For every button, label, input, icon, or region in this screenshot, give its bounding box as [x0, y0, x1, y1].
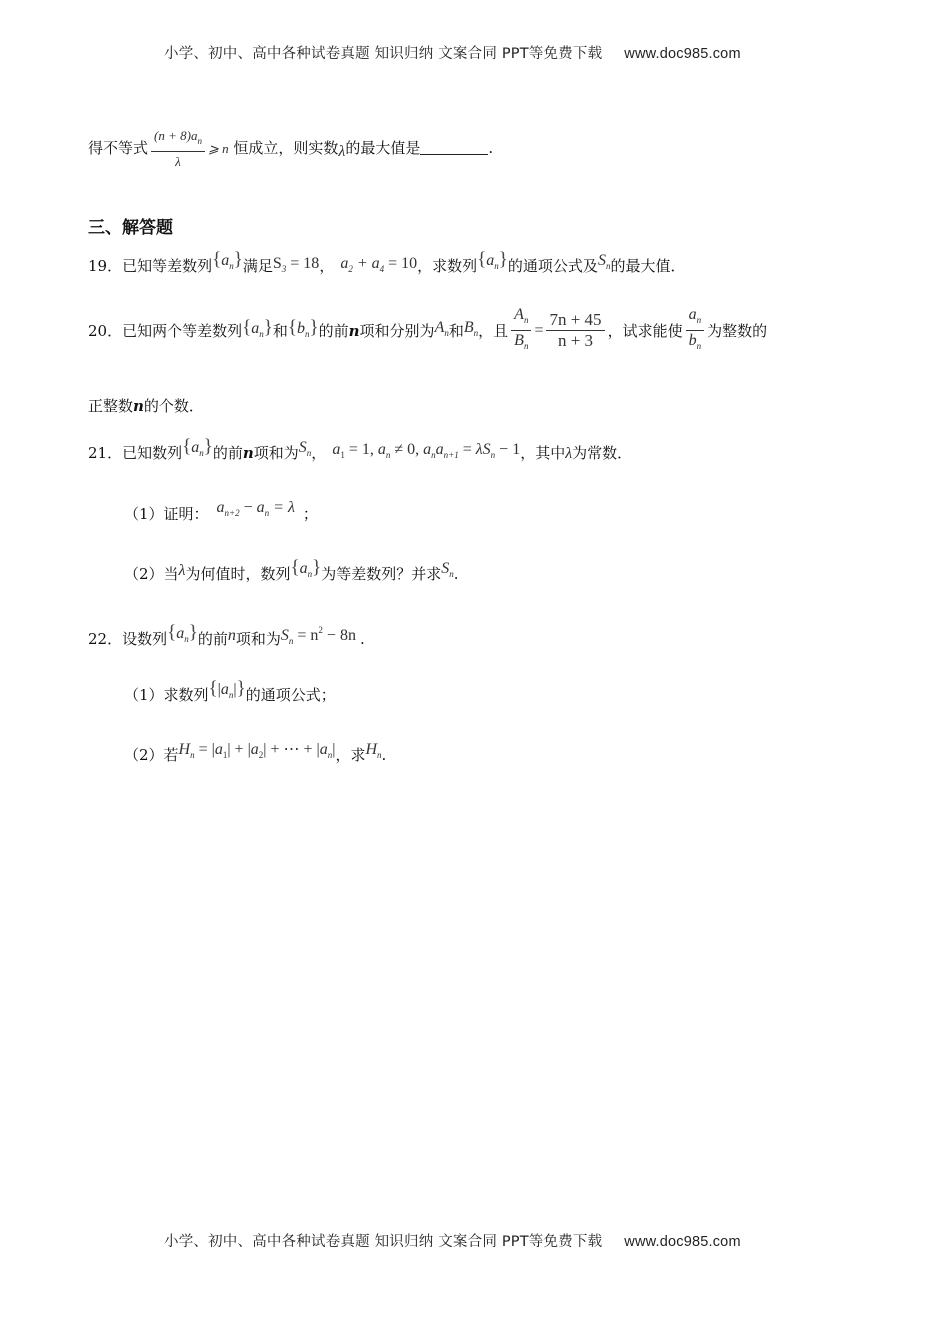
q18-text-3: 的最大值是 — [345, 139, 421, 157]
q20-ratio-ab: $\frac{a_n}{b_n}$ — [686, 305, 705, 356]
q19-number: 19． — [88, 257, 123, 275]
section-title: 三、解答题 — [88, 218, 173, 238]
question-21: 21．已知数列$\{a_n\}$的前n项和为$S_n$， $a_1 = 1$, $a_n \ne 0$, $a_na_{n+1} = \lambda S_n - 1$，其中λ为常数． — [88, 436, 633, 462]
sum-s-n: $S_n$ — [298, 439, 312, 458]
q21-number: 21． — [88, 444, 123, 462]
footer-site-link[interactable]: www.doc985.com — [624, 1234, 741, 1250]
q18-relation: ⩾ n — [207, 141, 229, 156]
question-20-line-2: 正整数n的个数． — [88, 397, 204, 415]
page-header — [164, 42, 741, 63]
answer-blank[interactable] — [420, 140, 488, 155]
sum-s-n: $S_n$ — [597, 252, 611, 271]
footer-text: 小学、初中、高中各种试卷真题 知识归纳 文案合同 PPT等免费下载 — [164, 1234, 603, 1250]
seq-a-n: $\{a_n\}$ — [242, 316, 273, 339]
q22-h-n-eq: $H_n = |a_1| + |a_2|$ + ⋯ + $|a_n|$ — [178, 741, 336, 760]
question-22: 22．设数列$\{a_n\}$的前n项和为$S_n = n^2 - 8n$ . — [88, 622, 365, 648]
q20-ratio-rhs: $\frac{7n + 45}{n + 3}$ — [546, 310, 604, 351]
q18-lambda: λ — [338, 143, 346, 160]
q21-p1-eq: $a_{n+2} - a_n = \lambda$ — [216, 499, 295, 518]
seq-a-n: $\{a_n\}$ — [477, 249, 508, 271]
q22-sum-eq: $S_n = n^2 - 8n$ — [280, 625, 356, 646]
question-22-part-1: （1）求数列$\{|a_n|\}$的通项公式； — [124, 678, 336, 704]
q21-conditions: $a_1 = 1$, $a_n \ne 0$, $a_na_{n+1} = \lambda S_n - 1$ — [332, 441, 521, 460]
q19-eq-a2a4: $a_2 + a_4 = 10$ — [340, 255, 418, 274]
q20-ratio-lhs: $\frac{A_n}{B_n}$ — [511, 305, 531, 356]
header-text: 小学、初中、高中各种试卷真题 知识归纳 文案合同 PPT等免费下载 — [164, 46, 603, 62]
page-footer — [164, 1230, 741, 1251]
seq-a-n: $\{a_n\}$ — [167, 622, 198, 644]
question-21-part-2: （2）当λ为何值时，数列$\{a_n\}$为等差数列？并求$S_n$. — [124, 557, 459, 583]
seq-abs-a-n: $\{|a_n|\}$ — [208, 678, 246, 700]
question-19: 19．已知等差数列$\{a_n\}$满足$S_3 = 18$， $a_2 + a_4 = 10$，求数列$\{a_n\}$的通项公式及$S_n$的最大值． — [88, 249, 686, 275]
q18-fraction: $\frac{(n + 8)a_n}{\lambda}$ — [151, 126, 205, 172]
header-site-link[interactable]: www.doc985.com — [624, 46, 741, 62]
q20-number: 20． — [88, 321, 123, 340]
seq-a-n: $\{a_n\}$ — [290, 557, 322, 579]
q18-text: 得不等式 — [88, 139, 149, 157]
sum-s-n: $S_n$ — [441, 560, 454, 579]
question-18-tail: 得不等式 $\frac{(n + 8)a_n}{\lambda}$ ⩾ n 恒成立，则实数λ的最大值是 . — [88, 126, 493, 172]
seq-a-n: $\{a_n\}$ — [182, 436, 213, 458]
question-21-part-1: （1）证明： $a_{n+2} - a_n = \lambda$ ； — [124, 499, 318, 523]
q22-number: 22． — [88, 630, 123, 648]
seq-a-n: $\{a_n\}$ — [212, 249, 243, 271]
question-20: 20．已知两个等差数列$\{a_n\}$和$\{b_n\}$的前n项和分别为$A_n$和$B_n$，且 $\frac{A_n}{B_n}$ = $\frac{7n + 45}{n + 3}$ ，试求能使 $\frac{a_n}{b_n}$ 为整数的 — [88, 305, 767, 356]
q19-eq-s3: $S_3 = 18$ — [272, 255, 320, 274]
q18-text-2: 恒成立，则实数 — [233, 139, 339, 157]
question-22-part-2: （2）若$H_n = |a_1| + |a_2|$ + ⋯ + $|a_n|$，求$H_n$. — [124, 741, 387, 764]
seq-b-n: $\{b_n\}$ — [287, 316, 319, 339]
